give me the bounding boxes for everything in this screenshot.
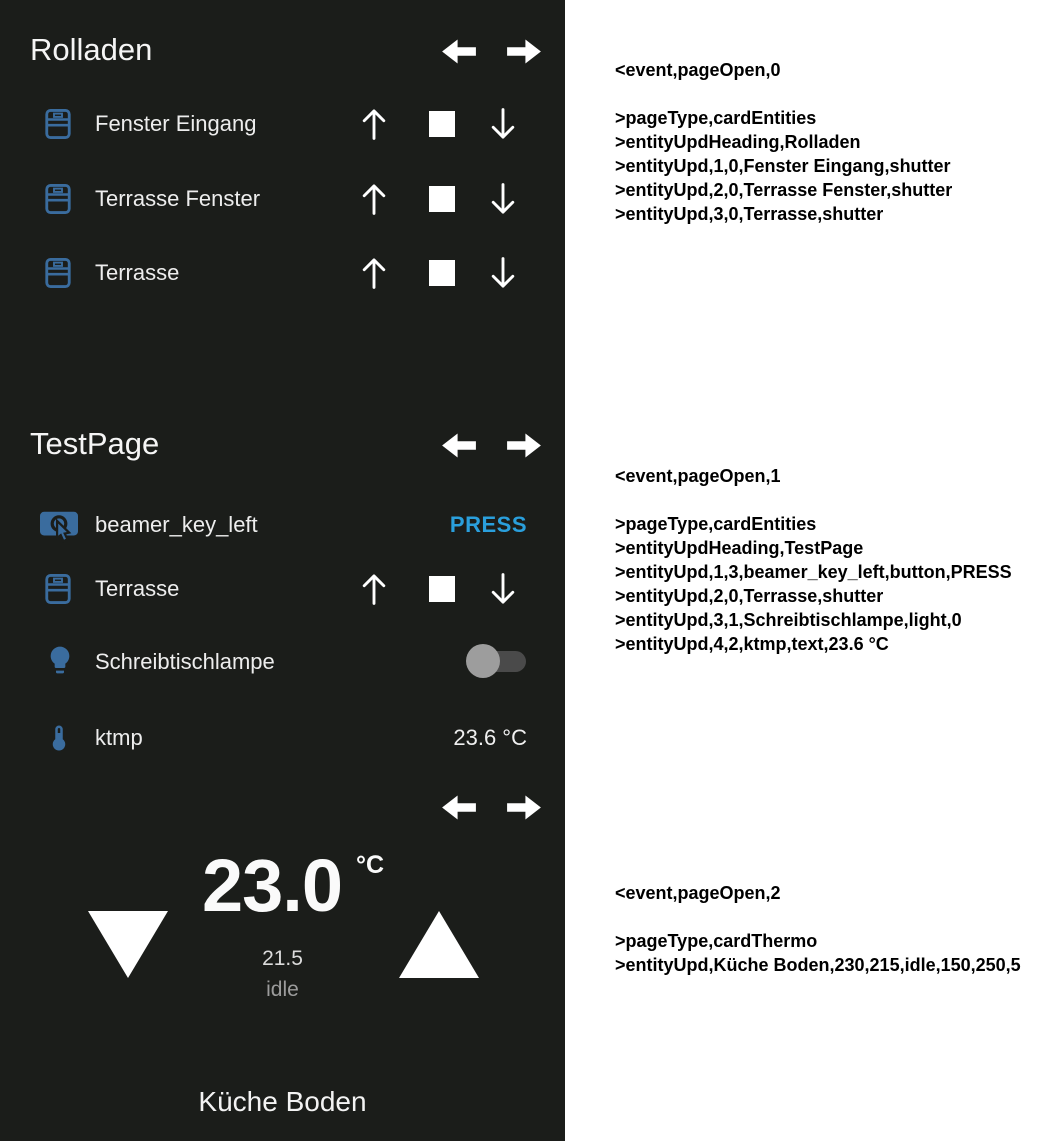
log-line xyxy=(615,905,1045,929)
entity-row-fenster-eingang xyxy=(0,102,565,146)
arrow-down-icon xyxy=(487,256,519,290)
log-line: >entityUpd,1,3,beamer_key_left,button,PRESS xyxy=(615,562,1012,582)
entity-row-beamer-key-left xyxy=(0,503,565,547)
arrow-right-icon xyxy=(505,430,543,461)
entity-label: ktmp xyxy=(95,725,143,750)
arrow-up-icon xyxy=(358,182,390,216)
entity-label: Terrasse xyxy=(95,576,180,601)
entity-row-schreibtischlampe xyxy=(0,640,565,684)
shutter-up-button[interactable] xyxy=(358,572,390,606)
hvac-state: idle xyxy=(266,978,299,1001)
shutter-down-button[interactable] xyxy=(487,256,519,290)
thermostat-name: Küche Boden xyxy=(198,1086,367,1117)
light-toggle[interactable] xyxy=(466,643,527,679)
arrow-right-icon xyxy=(505,36,543,67)
arrow-down-icon xyxy=(487,182,519,216)
log-line: >entityUpd,4,2,ktmp,text,23.6 °C xyxy=(615,634,889,654)
entity-row-terrasse-fenster xyxy=(0,177,565,221)
shutter-down-button[interactable] xyxy=(487,107,519,141)
window-shutter-icon xyxy=(45,106,71,142)
shutter-down-button[interactable] xyxy=(487,572,519,606)
entity-label: Terrasse xyxy=(95,260,180,285)
nav-prev-button[interactable] xyxy=(440,36,478,67)
log-block-page1 xyxy=(615,464,1045,656)
log-line: >entityUpd,2,0,Terrasse Fenster,shutter xyxy=(615,180,953,200)
entity-row-terrasse xyxy=(0,251,565,295)
shutter-down-button[interactable] xyxy=(487,182,519,216)
window-shutter-icon xyxy=(45,255,71,291)
log-line: >entityUpd,1,0,Fenster Eingang,shutter xyxy=(615,156,951,176)
arrow-up-icon xyxy=(358,572,390,606)
current-temperature: 23.0 xyxy=(202,844,343,927)
nav-next-button[interactable] xyxy=(505,792,543,823)
log-line: >entityUpd,3,0,Terrasse,shutter xyxy=(615,204,884,224)
arrow-down-icon xyxy=(487,107,519,141)
log-line: <event,pageOpen,0 xyxy=(615,60,781,80)
stop-square-icon xyxy=(429,186,455,212)
arrow-down-icon xyxy=(487,572,519,606)
entity-row-terrasse-2 xyxy=(0,567,565,611)
entity-row-ktmp xyxy=(0,716,565,760)
shutter-stop-button[interactable] xyxy=(429,186,455,212)
toggle-knob xyxy=(466,644,500,678)
target-temperature: 21.5 xyxy=(262,947,303,970)
log-line: >pageType,cardEntities xyxy=(615,108,817,128)
thermometer-icon xyxy=(44,721,74,755)
log-line: >entityUpdHeading,Rolladen xyxy=(615,132,861,152)
log-block-page0 xyxy=(615,58,1045,226)
shutter-stop-button[interactable] xyxy=(429,111,455,137)
page-title-rolladen: Rolladen xyxy=(30,32,153,67)
window-shutter-icon xyxy=(45,571,71,607)
nav-prev-button[interactable] xyxy=(440,792,478,823)
log-line: >pageType,cardEntities xyxy=(615,514,817,534)
nav-prev-button[interactable] xyxy=(440,430,478,461)
log-block-page2 xyxy=(615,881,1045,977)
gesture-tap-button-icon xyxy=(38,507,80,545)
entity-label: Schreibtischlampe xyxy=(95,649,275,674)
entity-label: Fenster Eingang xyxy=(95,111,257,136)
log-line xyxy=(615,488,1045,512)
window-shutter-icon xyxy=(45,181,71,217)
shutter-stop-button[interactable] xyxy=(429,260,455,286)
arrow-left-icon xyxy=(440,36,478,67)
log-line: >entityUpd,Küche Boden,230,215,idle,150,250,5 xyxy=(615,955,1021,975)
shutter-up-button[interactable] xyxy=(358,182,390,216)
shutter-up-button[interactable] xyxy=(358,107,390,141)
shutter-stop-button[interactable] xyxy=(429,576,455,602)
nav-next-button[interactable] xyxy=(505,430,543,461)
entity-label: beamer_key_left xyxy=(95,512,258,537)
log-line: >entityUpd,2,0,Terrasse,shutter xyxy=(615,586,884,606)
log-line: <event,pageOpen,2 xyxy=(615,883,781,903)
log-line: <event,pageOpen,1 xyxy=(615,466,781,486)
stop-square-icon xyxy=(429,111,455,137)
text-entity-value: 23.6 °C xyxy=(453,725,527,750)
log-line: >pageType,cardThermo xyxy=(615,931,818,951)
log-line: >entityUpd,3,1,Schreibtischlampe,light,0 xyxy=(615,610,962,630)
entity-label: Terrasse Fenster xyxy=(95,186,261,211)
press-button[interactable]: PRESS xyxy=(449,512,527,537)
arrow-left-icon xyxy=(440,792,478,823)
stop-square-icon xyxy=(429,260,455,286)
temperature-unit: °C xyxy=(356,851,385,879)
arrow-right-icon xyxy=(505,792,543,823)
arrow-left-icon xyxy=(440,430,478,461)
arrow-up-icon xyxy=(358,256,390,290)
stop-square-icon xyxy=(429,576,455,602)
arrow-up-icon xyxy=(358,107,390,141)
page-title-testpage: TestPage xyxy=(30,426,160,461)
log-line: >entityUpdHeading,TestPage xyxy=(615,538,864,558)
lightbulb-icon xyxy=(44,643,76,677)
shutter-up-button[interactable] xyxy=(358,256,390,290)
nav-next-button[interactable] xyxy=(505,36,543,67)
log-line xyxy=(615,82,1045,106)
